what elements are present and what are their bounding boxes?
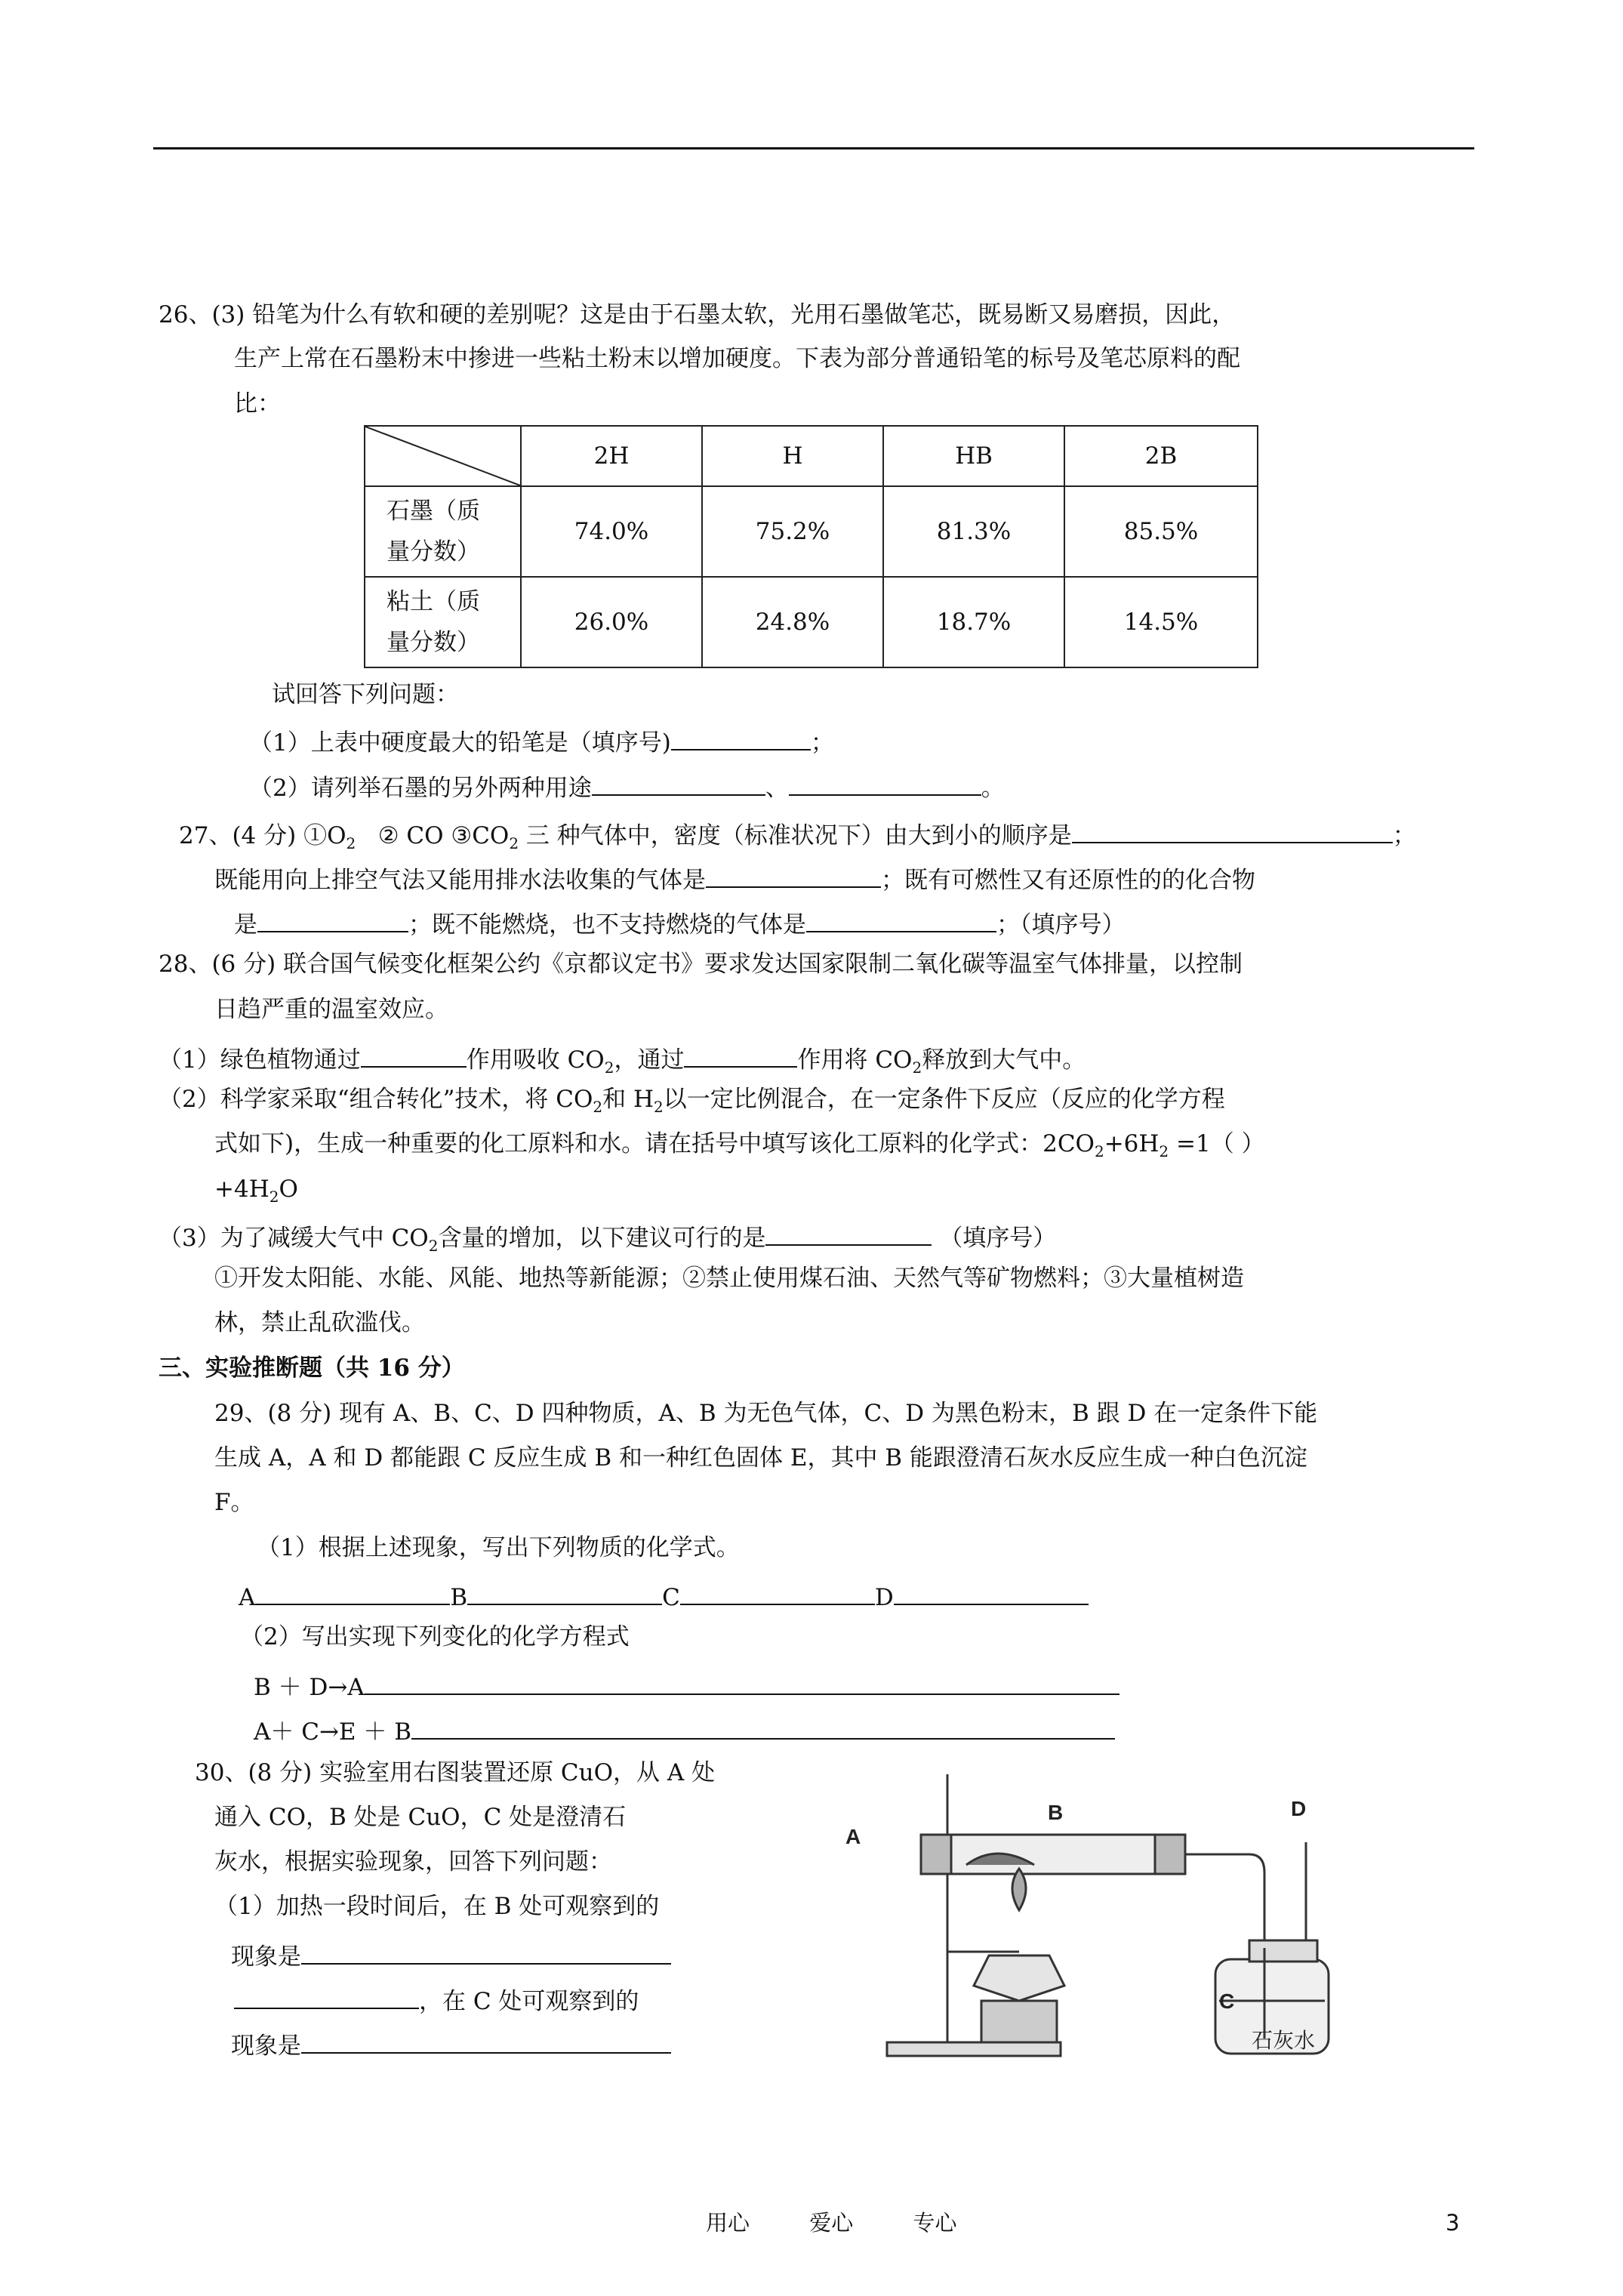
q30-line6 <box>234 1985 639 2014</box>
q28-sub2-line1 <box>159 1086 1225 1117</box>
table-row <box>365 486 1258 577</box>
q30-line1: 30、(8 分) 实验室用右图装置还原 CuO，从 A 处 <box>195 1759 716 1786</box>
q27-line1 <box>179 819 1416 851</box>
apparatus-figure <box>838 1759 1336 2076</box>
table-cell: 85.5% <box>1064 486 1258 577</box>
diagonal-header-cell <box>365 426 521 486</box>
tube-end-cap <box>921 1835 951 1874</box>
subscript: 2 <box>1094 1142 1104 1161</box>
subscript: 2 <box>428 1237 439 1256</box>
row-label <box>365 486 521 577</box>
q27-line2 <box>214 864 1255 892</box>
table-cell: 14.5% <box>1064 577 1258 667</box>
table-cell: 26.0% <box>521 577 702 667</box>
q28-sub3 <box>159 1222 1057 1256</box>
answer-blank[interactable] <box>806 908 996 932</box>
answer-blank-c[interactable] <box>680 1581 875 1605</box>
answer-blank[interactable] <box>671 726 811 750</box>
answer-blank[interactable] <box>706 864 881 888</box>
q28-sub1 <box>159 1043 1086 1075</box>
row-label-line: 量分数） <box>387 629 480 656</box>
lamp-stand <box>981 2001 1057 2042</box>
q29-sub1: （1）根据上述现象，写出下列物质的化学式。 <box>257 1534 740 1561</box>
q28-s1-text: 作用将 CO <box>797 1046 913 1074</box>
q26-sub1-paren: ) <box>661 729 671 757</box>
row-label-line: 石墨（质 <box>387 498 480 525</box>
q29-line2: 生成 A，A 和 D 都能跟 C 反应生成 B 和一种红色固体 E，其中 B 能跟澄清石灰水反应生成一种白色沉淀 <box>214 1444 1307 1472</box>
answer-blank[interactable] <box>361 1043 467 1068</box>
q30-line3: 灰水，根据实验现象，回答下列问题： <box>214 1848 612 1875</box>
footer-item: 爱心 <box>809 2210 854 2236</box>
q27-line3 <box>234 908 1126 937</box>
q26-sub2 <box>249 772 1005 800</box>
answer-blank[interactable] <box>301 2029 671 2054</box>
q29-line1: 29、(8 分) 现有 A、B、C、D 四种物质，A、B 为无色气体，C、D 为黑色粉末，B 跟 D 在一定条件下能 <box>214 1400 1318 1427</box>
q26-line3: 比： <box>234 390 281 418</box>
table-cell: 24.8% <box>702 577 883 667</box>
q27-line2-a: 既能用向上排空气法又能用排水法收集的气体是 <box>214 867 706 894</box>
label-c: C <box>1219 1989 1235 2013</box>
label-c: C <box>662 1584 680 1611</box>
answer-blank[interactable] <box>684 1043 797 1068</box>
answer-blank[interactable] <box>592 772 765 796</box>
answer-blank[interactable] <box>411 1715 1115 1740</box>
subscript: 2 <box>269 1188 279 1207</box>
q26-sub1 <box>249 726 834 755</box>
answer-blank[interactable] <box>1072 819 1393 843</box>
subscript: 2 <box>346 834 356 853</box>
q29-formula-blanks <box>239 1581 1089 1610</box>
answer-blank[interactable] <box>257 908 408 932</box>
alcohol-lamp <box>974 1955 1064 2001</box>
subscript: 2 <box>654 1098 664 1117</box>
q26-period: 。 <box>981 775 1005 802</box>
q27-line3-a: 是 <box>234 911 257 938</box>
table-header: 2B <box>1064 426 1258 486</box>
table-cell: 75.2% <box>702 486 883 577</box>
answer-blank[interactable] <box>234 1985 419 2009</box>
label-limewater: 石灰水 <box>1252 2028 1316 2053</box>
q27-head: 27、(4 分) ①O <box>179 822 346 849</box>
q30-text: ，在 C 处可观察到的 <box>419 1988 639 2015</box>
answer-blank-b[interactable] <box>467 1581 662 1605</box>
table-cell: 81.3% <box>883 486 1064 577</box>
glass-tube <box>921 1835 1185 1874</box>
subscript: 2 <box>604 1059 614 1077</box>
table-header: 2H <box>521 426 702 486</box>
q30-line7 <box>231 2029 671 2058</box>
q29-sub2: （2）写出实现下列变化的化学方程式 <box>240 1623 630 1650</box>
q28-s2-text: 式如下)，生成一种重要的化工原料和水。请在括号中填写该化工原料的化学式：2CO <box>214 1130 1095 1157</box>
q28-sub2-line3 <box>214 1176 298 1207</box>
q26-semicolon: ； <box>810 729 834 757</box>
q28-s1-text: ，通过 <box>614 1046 685 1074</box>
delivery-tube <box>1185 1854 1264 1948</box>
q30-line2: 通入 CO，B 处是 CuO，C 处是澄清石 <box>214 1804 627 1831</box>
answer-blank[interactable] <box>765 1222 932 1246</box>
q26-line2: 生产上常在石墨粉末中掺进一些粘土粉末以增加硬度。下表为部分普通铅笔的标号及笔芯原料的配 <box>234 345 1240 372</box>
q27-semicolon: ； <box>1392 822 1416 849</box>
section-title: 三、实验推断题（共 16 分） <box>159 1354 465 1382</box>
answer-blank-d[interactable] <box>894 1581 1089 1605</box>
footer-item: 专心 <box>913 2210 957 2236</box>
q26-sub2-sep: 、 <box>765 775 789 802</box>
label-a: A <box>845 1825 861 1848</box>
flame <box>1012 1869 1026 1910</box>
q27-tail: 三 种气体中，密度（标准状况下）由大到小的顺序是 <box>519 822 1072 849</box>
q28-s3-text: （填序号） <box>939 1225 1057 1252</box>
q30-text: 现象是 <box>231 2032 301 2060</box>
row-label <box>365 577 521 667</box>
q28-s2-text: =1（ ） <box>1169 1130 1265 1157</box>
subscript: 2 <box>593 1098 603 1117</box>
q28-line2: 日趋严重的温室效应。 <box>214 996 448 1023</box>
table-header: HB <box>883 426 1064 486</box>
label-d: D <box>874 1584 894 1611</box>
footer-item: 用心 <box>706 2210 750 2236</box>
pencil-ratio-table <box>364 425 1258 668</box>
label-a: A <box>239 1584 256 1611</box>
table-cell: 74.0% <box>521 486 702 577</box>
q29-line3: F。 <box>214 1489 254 1516</box>
q27-line3-b: ；既不能燃烧，也不支持燃烧的气体是 <box>408 911 806 938</box>
subscript: 2 <box>509 834 519 853</box>
table-cell: 18.7% <box>883 577 1064 667</box>
q28-s1-text: （1）绿色植物通过 <box>159 1046 361 1074</box>
q27-line2-b: ；既有可燃性又有还原性的的化合物 <box>881 867 1255 894</box>
q30-line4: （1）加热一段时间后，在 B 处可观察到的 <box>214 1893 660 1920</box>
q27-co: ② CO ③CO <box>377 822 510 849</box>
subscript: 2 <box>1159 1142 1169 1161</box>
label-b: B <box>450 1584 468 1611</box>
q28-s3-text: （3）为了减缓大气中 CO <box>159 1225 429 1252</box>
q30-line5 <box>231 1940 671 1969</box>
q28-s2-text: +4H <box>214 1176 269 1203</box>
q28-s1-text: 作用吸收 CO <box>466 1046 605 1074</box>
answer-blank[interactable] <box>301 1940 671 1965</box>
q26-line1: 26、(3) 铅笔为什么有软和硬的差别呢？这是由于石墨太软，光用石墨做笔芯，既易断又易磨损，因此， <box>159 301 1236 328</box>
tube-end-cap <box>1155 1835 1185 1874</box>
q26-sub2-text: （2）请列举石墨的另外两种用途 <box>249 775 592 802</box>
answer-blank[interactable] <box>365 1671 1119 1695</box>
q29-eq2 <box>254 1715 1115 1744</box>
q26-sub1-text: （1）上表中硬度最大的铅笔是（填序号 <box>249 729 662 757</box>
stand-base <box>887 2042 1061 2056</box>
table-header-row <box>365 426 1258 486</box>
diagonal-line <box>365 427 520 485</box>
q28-s2-text: O <box>279 1176 298 1203</box>
page-number: 3 <box>1446 2210 1460 2236</box>
q27-line3-c: ；（填序号） <box>996 911 1126 938</box>
q28-s2-text: 和 H <box>602 1086 654 1113</box>
q28-s2-text: （2）科学家采取“组合转化”技术，将 CO <box>159 1086 593 1113</box>
equation-text: B ＋ D→A <box>254 1674 365 1701</box>
q28-s1-text: 释放到大气中。 <box>922 1046 1086 1074</box>
q28-s3-text: 含量的增加，以下建议可行的是 <box>438 1225 766 1252</box>
label-d: D <box>1291 1797 1307 1820</box>
label-b: B <box>1048 1801 1064 1824</box>
table-header: H <box>702 426 883 486</box>
q28-s2-text: +6H <box>1104 1130 1160 1157</box>
equation-text: A＋ C→E ＋ B <box>254 1718 412 1746</box>
q29-eq1 <box>254 1671 1119 1700</box>
row-label-line: 量分数） <box>387 538 480 566</box>
answer-blank-a[interactable] <box>255 1581 450 1605</box>
subscript: 2 <box>912 1059 922 1077</box>
header-rule <box>153 147 1474 149</box>
answer-blank[interactable] <box>789 772 981 796</box>
footer-motto <box>706 2212 956 2234</box>
q28-line1: 28、(6 分) 联合国气候变化框架公约《京都议定书》要求发达国家限制二氧化碳等温室气体排量，以控制 <box>159 951 1243 978</box>
q26-prompt: 试回答下列问题： <box>272 681 459 708</box>
q28-sub3-line2: ①开发太阳能、水能、风能、地热等新能源；②禁止使用煤石油、天然气等矿物燃料；③大量植树造 <box>214 1265 1244 1292</box>
q28-sub3-line3: 林，禁止乱砍滥伐。 <box>214 1309 425 1336</box>
q28-s2-text: 以一定比例混合，在一定条件下反应（反应的化学方程 <box>663 1086 1225 1113</box>
q30-text: 现象是 <box>231 1943 301 1971</box>
table-row <box>365 577 1258 667</box>
bottle-neck <box>1249 1940 1317 1962</box>
q28-sub2-line2 <box>214 1130 1265 1161</box>
row-label-line: 粘土（质 <box>387 588 480 615</box>
